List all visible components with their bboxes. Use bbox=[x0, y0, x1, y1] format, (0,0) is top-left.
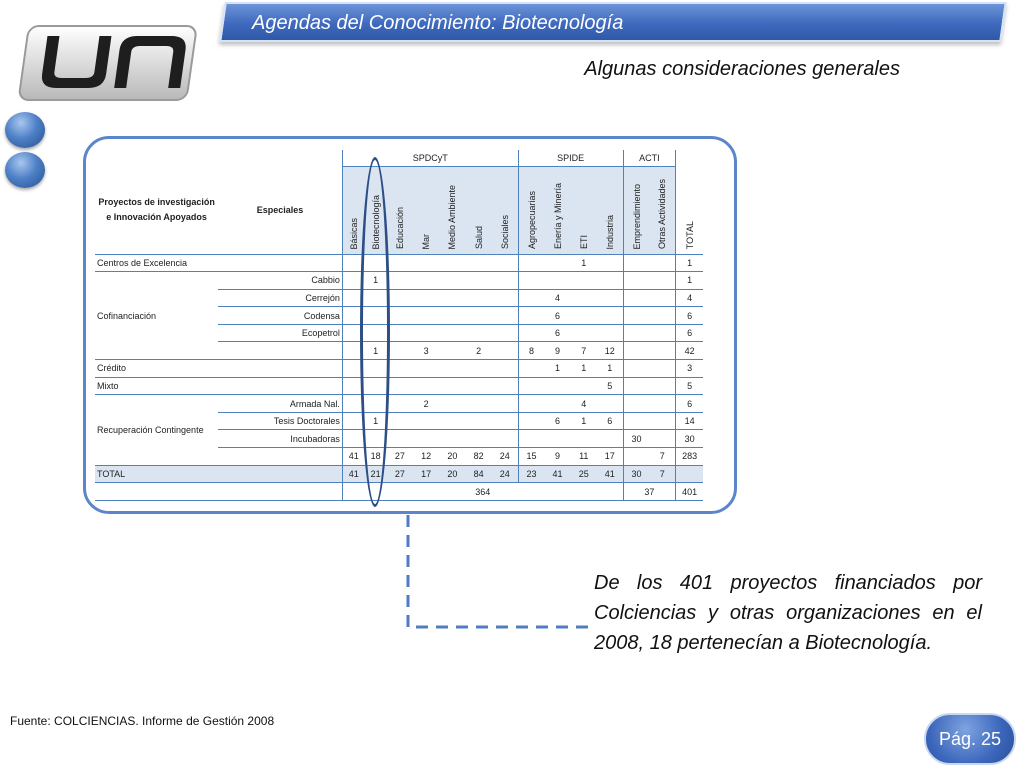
table-cell bbox=[649, 342, 675, 360]
table-row bbox=[95, 254, 703, 272]
table-cell bbox=[623, 360, 649, 378]
table-cell: 24 bbox=[492, 448, 518, 466]
table-cell bbox=[387, 272, 413, 290]
table-cell bbox=[439, 360, 465, 378]
column-header: Medio Ambiente bbox=[447, 184, 458, 250]
table-cell bbox=[649, 272, 675, 290]
table-cell: 23 bbox=[518, 465, 544, 483]
table-cell: 15 bbox=[518, 448, 544, 466]
row-group-label: Recuperación Contingente bbox=[95, 395, 218, 465]
table-cell bbox=[571, 377, 597, 395]
grand-total-acti: 37 bbox=[623, 483, 676, 501]
table-cell bbox=[518, 395, 544, 413]
grand-total-spdcyt-spide: 364 bbox=[342, 483, 623, 501]
table-cell bbox=[544, 395, 570, 413]
table-cell bbox=[466, 254, 492, 272]
table-cell bbox=[544, 272, 570, 290]
table-cell bbox=[466, 430, 492, 448]
table-cell bbox=[597, 254, 623, 272]
table-cell: 7 bbox=[649, 465, 675, 483]
table-cell: 41 bbox=[342, 465, 364, 483]
table-cell bbox=[544, 430, 570, 448]
table-cell bbox=[597, 289, 623, 307]
group-label-spdcyt: SPDCyT bbox=[342, 150, 518, 166]
table-cell bbox=[623, 448, 649, 466]
row-sub-label: Ecopetrol bbox=[218, 324, 342, 342]
table-cell bbox=[387, 377, 413, 395]
table-cell bbox=[413, 254, 439, 272]
table-cell bbox=[623, 254, 649, 272]
note-text: De los 401 proyectos financiados por Colciencias y otras organizaciones en el 2008, 18 pertenecían a Biotecnología. bbox=[594, 572, 982, 654]
table-cell: 9 bbox=[544, 448, 570, 466]
table-cell: 12 bbox=[413, 448, 439, 466]
table-cell: 6 bbox=[676, 324, 703, 342]
row-sub-label: Incubadoras bbox=[218, 430, 342, 448]
table-cell bbox=[387, 395, 413, 413]
row-sub-label bbox=[218, 254, 342, 272]
table-cell bbox=[492, 254, 518, 272]
table-cell bbox=[466, 412, 492, 430]
column-header: TOTAL bbox=[684, 221, 695, 250]
table-cell bbox=[492, 360, 518, 378]
table-cell bbox=[439, 307, 465, 325]
table-cell bbox=[387, 289, 413, 307]
table-cell bbox=[597, 272, 623, 290]
table-cell: 14 bbox=[676, 412, 703, 430]
table-cell: 82 bbox=[466, 448, 492, 466]
row-group-label: Centros de Excelencia bbox=[95, 254, 218, 272]
un-logo bbox=[16, 18, 206, 110]
table-cell bbox=[649, 412, 675, 430]
total-row bbox=[95, 465, 703, 483]
table-cell bbox=[492, 342, 518, 360]
table-cell bbox=[649, 395, 675, 413]
table-cell: 8 bbox=[518, 342, 544, 360]
table-cell bbox=[439, 272, 465, 290]
table-cell bbox=[597, 324, 623, 342]
table-cell: 27 bbox=[387, 448, 413, 466]
table-cell bbox=[413, 324, 439, 342]
table-cell bbox=[492, 289, 518, 307]
column-header: Enería y Minería bbox=[552, 183, 563, 250]
table-cell: 21 bbox=[365, 465, 387, 483]
table-cell: 9 bbox=[544, 342, 570, 360]
especiales-label: Especiales bbox=[218, 166, 342, 254]
row-sub-label: Codensa bbox=[218, 307, 342, 325]
table-cell bbox=[439, 342, 465, 360]
row-sub-label: Tesis Doctorales bbox=[218, 412, 342, 430]
table-cell bbox=[413, 307, 439, 325]
table-cell: 1 bbox=[571, 412, 597, 430]
table-cell bbox=[623, 342, 649, 360]
table-cell bbox=[492, 430, 518, 448]
table-cell bbox=[571, 307, 597, 325]
table-cell bbox=[439, 254, 465, 272]
table-cell: 283 bbox=[676, 448, 703, 466]
projects-table bbox=[95, 150, 703, 501]
table-cell: 3 bbox=[413, 342, 439, 360]
table-cell bbox=[413, 289, 439, 307]
table-cell bbox=[623, 324, 649, 342]
table-cell: 4 bbox=[571, 395, 597, 413]
slide-subtitle: Algunas consideraciones generales bbox=[584, 58, 900, 80]
table-cell bbox=[413, 360, 439, 378]
grand-total: 401 bbox=[676, 483, 703, 501]
table-cell: 2 bbox=[413, 395, 439, 413]
table-cell bbox=[492, 272, 518, 290]
table-cell bbox=[649, 377, 675, 395]
decorative-bubble-icon bbox=[5, 152, 45, 188]
table-cell bbox=[571, 272, 597, 290]
table-cell bbox=[492, 395, 518, 413]
table-cell bbox=[466, 324, 492, 342]
corner-label: Proyectos de investigación e Innovación Apoyados bbox=[95, 166, 218, 254]
table-cell bbox=[466, 272, 492, 290]
row-group-label: Crédito bbox=[95, 360, 218, 378]
table-cell bbox=[387, 360, 413, 378]
table-cell: 41 bbox=[342, 448, 364, 466]
table-row bbox=[95, 395, 703, 413]
biotecnologia-highlight bbox=[360, 157, 390, 507]
table-cell: 6 bbox=[544, 307, 570, 325]
table-cell: 1 bbox=[597, 360, 623, 378]
table-cell bbox=[597, 307, 623, 325]
table-cell bbox=[439, 395, 465, 413]
table-cell: 6 bbox=[597, 412, 623, 430]
column-header: Biotecnología bbox=[370, 194, 381, 250]
table-cell: 7 bbox=[649, 448, 675, 466]
table-cell: 41 bbox=[597, 465, 623, 483]
table-cell: 3 bbox=[676, 360, 703, 378]
table-cell bbox=[492, 412, 518, 430]
group-label-spide: SPIDE bbox=[518, 150, 623, 166]
table-cell: 17 bbox=[413, 465, 439, 483]
table-cell bbox=[466, 307, 492, 325]
table-cell bbox=[571, 289, 597, 307]
row-sub-label: Cabbio bbox=[218, 272, 342, 290]
table-cell: 25 bbox=[571, 465, 597, 483]
column-header: Otras Actividades bbox=[657, 179, 668, 250]
table-cell bbox=[518, 360, 544, 378]
table-cell bbox=[439, 324, 465, 342]
table-cell: 1 bbox=[365, 342, 387, 360]
table-cell bbox=[623, 272, 649, 290]
table-cell: 6 bbox=[544, 324, 570, 342]
table-cell bbox=[439, 430, 465, 448]
table-cell bbox=[387, 254, 413, 272]
table-row bbox=[95, 272, 703, 290]
table-cell bbox=[492, 377, 518, 395]
table-cell: 42 bbox=[676, 342, 703, 360]
table-cell bbox=[466, 289, 492, 307]
table-cell: 6 bbox=[544, 412, 570, 430]
table-cell bbox=[544, 254, 570, 272]
table-cell bbox=[649, 254, 675, 272]
table-cell bbox=[597, 430, 623, 448]
table-cell bbox=[571, 430, 597, 448]
row-sub-label bbox=[218, 377, 342, 395]
table-cell: 6 bbox=[676, 307, 703, 325]
group-header-row bbox=[95, 150, 703, 166]
table-cell bbox=[466, 377, 492, 395]
table-cell bbox=[413, 412, 439, 430]
table-cell: 41 bbox=[544, 465, 570, 483]
table-cell: 27 bbox=[387, 465, 413, 483]
table-cell: 7 bbox=[571, 342, 597, 360]
table-cell bbox=[518, 430, 544, 448]
table-cell: 6 bbox=[676, 395, 703, 413]
table-cell bbox=[518, 377, 544, 395]
table-cell: 20 bbox=[439, 448, 465, 466]
table-cell bbox=[649, 307, 675, 325]
group-label-acti: ACTI bbox=[623, 150, 676, 166]
table-cell: 1 bbox=[571, 360, 597, 378]
column-header: Sociales bbox=[499, 215, 510, 250]
column-header: Agropecuarias bbox=[526, 191, 537, 250]
table-cell bbox=[518, 254, 544, 272]
table-cell bbox=[387, 324, 413, 342]
table-cell bbox=[413, 377, 439, 395]
table-cell bbox=[623, 307, 649, 325]
table-cell: 4 bbox=[676, 289, 703, 307]
table-cell bbox=[492, 307, 518, 325]
table-cell: 2 bbox=[466, 342, 492, 360]
page-number-badge: Pág. 25 bbox=[924, 713, 1016, 765]
table-cell: 30 bbox=[623, 465, 649, 483]
table-cell: 1 bbox=[676, 272, 703, 290]
table-cell: 12 bbox=[597, 342, 623, 360]
row-sub-label bbox=[218, 342, 342, 360]
column-header: Educación bbox=[394, 207, 405, 250]
column-header-row bbox=[95, 166, 703, 254]
table-cell bbox=[439, 377, 465, 395]
column-header: Salud bbox=[473, 226, 484, 250]
decorative-bubble-icon bbox=[5, 112, 45, 148]
row-group-label: Mixto bbox=[95, 377, 218, 395]
table-cell: 30 bbox=[676, 430, 703, 448]
table-cell bbox=[649, 324, 675, 342]
table-cell: 5 bbox=[676, 377, 703, 395]
table-row bbox=[95, 360, 703, 378]
table-cell bbox=[387, 307, 413, 325]
table-cell: 1 bbox=[676, 254, 703, 272]
row-group-label: Cofinanciación bbox=[95, 272, 218, 360]
table-cell: 1 bbox=[365, 272, 387, 290]
table-cell: 1 bbox=[571, 254, 597, 272]
table-cell bbox=[518, 412, 544, 430]
table-cell bbox=[413, 272, 439, 290]
table-cell bbox=[649, 430, 675, 448]
table-cell bbox=[439, 412, 465, 430]
column-header: Industria bbox=[604, 214, 615, 250]
table-cell: 4 bbox=[544, 289, 570, 307]
table-cell bbox=[387, 412, 413, 430]
table-cell: 30 bbox=[623, 430, 649, 448]
column-header: Emprendimiento bbox=[631, 183, 642, 250]
column-header: ETI bbox=[578, 235, 589, 250]
table-cell bbox=[544, 377, 570, 395]
table-cell bbox=[518, 324, 544, 342]
table-cell: 17 bbox=[597, 448, 623, 466]
table-cell bbox=[518, 272, 544, 290]
row-sub-label: Armada Nal. bbox=[218, 395, 342, 413]
table-cell bbox=[571, 324, 597, 342]
table-cell: 84 bbox=[466, 465, 492, 483]
table-cell: 1 bbox=[365, 412, 387, 430]
table-cell bbox=[439, 289, 465, 307]
row-sub-label bbox=[218, 360, 342, 378]
table-cell bbox=[623, 289, 649, 307]
table-cell bbox=[518, 307, 544, 325]
table-cell bbox=[623, 412, 649, 430]
table-cell bbox=[387, 430, 413, 448]
table-cell bbox=[387, 342, 413, 360]
total-label: TOTAL bbox=[95, 465, 342, 483]
row-sub-label bbox=[218, 448, 342, 466]
table-cell: 11 bbox=[571, 448, 597, 466]
table-cell: 24 bbox=[492, 465, 518, 483]
table-cell bbox=[342, 430, 364, 448]
table-cell bbox=[413, 430, 439, 448]
column-header: Mar bbox=[421, 234, 432, 250]
table-cell: 18 bbox=[365, 448, 387, 466]
table-row bbox=[95, 377, 703, 395]
table-cell bbox=[466, 360, 492, 378]
table-cell bbox=[676, 465, 703, 483]
table-cell: 1 bbox=[544, 360, 570, 378]
source-caption: Fuente: COLCIENCIAS. Informe de Gestión 2008 bbox=[10, 714, 275, 728]
column-header: Básicas bbox=[348, 217, 359, 250]
row-sub-label: Cerrejón bbox=[218, 289, 342, 307]
table-cell bbox=[492, 324, 518, 342]
table-cell bbox=[649, 360, 675, 378]
table-cell bbox=[649, 289, 675, 307]
table-cell bbox=[597, 395, 623, 413]
table-cell bbox=[623, 377, 649, 395]
table-cell: 5 bbox=[597, 377, 623, 395]
table-cell bbox=[623, 395, 649, 413]
slide-title: Agendas del Conocimiento: Biotecnología bbox=[252, 12, 624, 34]
table-cell: 20 bbox=[439, 465, 465, 483]
grand-total-row bbox=[95, 483, 703, 501]
table-cell bbox=[466, 395, 492, 413]
table-cell bbox=[518, 289, 544, 307]
